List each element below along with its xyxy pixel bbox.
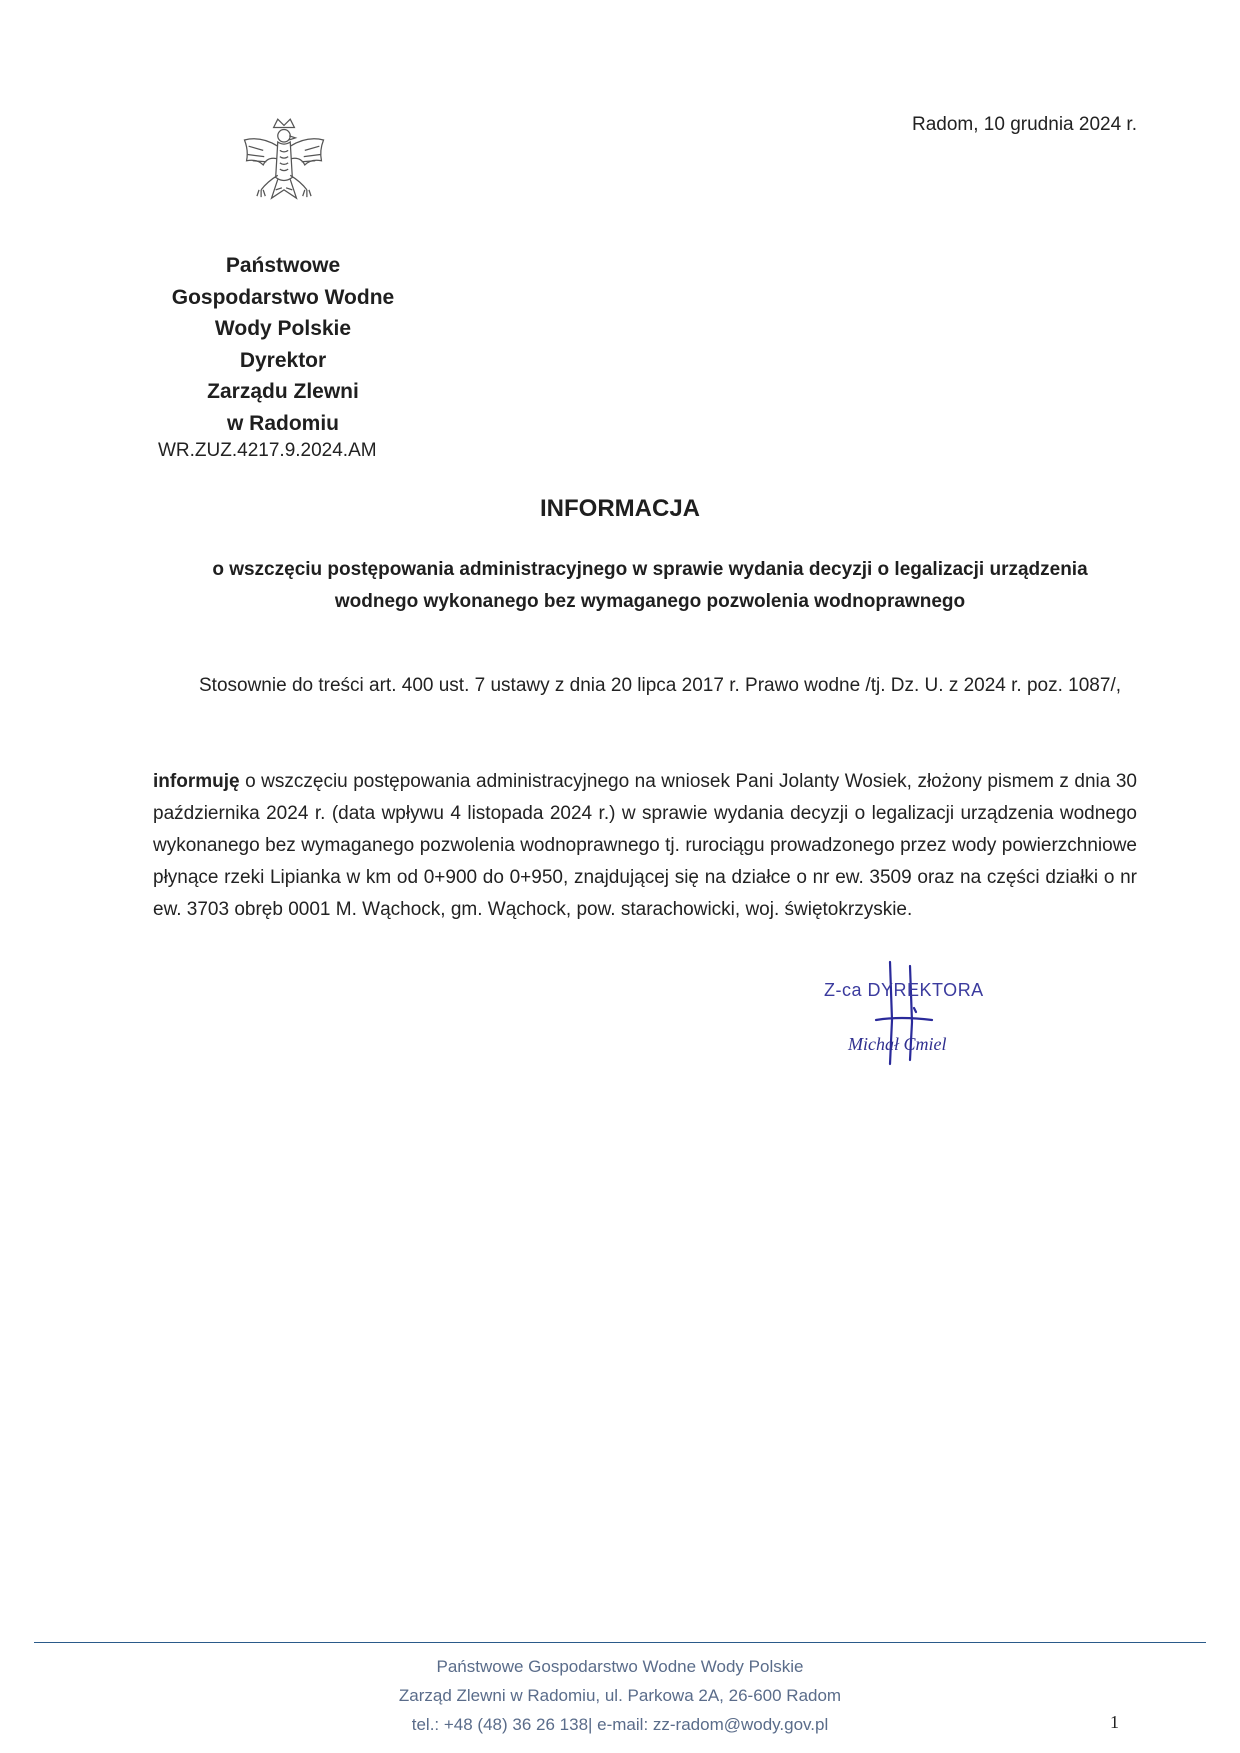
footer-line-org: Państwowe Gospodarstwo Wodne Wody Polskie [436,1657,804,1676]
footer-line-address: Zarząd Zlewni w Radomiu, ul. Parkowa 2A, 26-600 Radom [398,1686,842,1705]
footer-divider [34,1642,1206,1643]
subject-line: wodnego wykonanego bez wymaganego pozwolenia wodnoprawnego [334,591,966,612]
sender-line: Dyrektor [239,348,327,372]
sender-block [140,250,426,439]
polish-eagle-emblem-icon [232,115,336,219]
signature-role: Z-ca DYREKTORA [824,980,984,1000]
document-title: INFORMACJA [540,495,700,522]
footer [0,1652,1240,1739]
paragraph-body: o wszczęciu postępowania administracyjnego na wniosek Pani Jolanty Wosiek, złożony pismem z dnia 30 października 2024 r. (data wpływu 4 listopada 2024 r.) w sprawie wydania decyzji o legalizacji urządzenia wodnego wykonanego bez wymaganego pozwolenia wodnoprawnego tj. rurociągu prowadzonego przez wody powierzchniowe płynące rzeki Lipianka w km od 0+900 do 0+950, znajdującej się na działce o nr ew. 3509 oraz na części działki o nr ew. 3703 obręb 0001 M. Wąchock, gm. Wąchock, pow. starachowicki, woj. świętokrzyskie. [153,771,1137,920]
subject-line: o wszczęciu postępowania administracyjnego w sprawie wydania decyzji o legalizacji urządzenia [212,559,1088,580]
sender-line: w Radomiu [226,411,339,435]
footer-line-contact: tel.: +48 (48) 36 26 138| e-mail: zz-radom@wody.gov.pl [411,1715,829,1734]
sender-line: Państwowe [225,254,341,277]
page-number: 1 [1110,1712,1119,1732]
paragraph-lead-word: informuję [153,771,240,792]
document-subject [180,554,1120,618]
document-date: Radom, 10 grudnia 2024 r. [912,114,1137,135]
sender-line: Wody Polskie [214,317,352,340]
paragraph-legal-basis: Stosownie do treści art. 400 ust. 7 ustawy z dnia 20 lipca 2017 r. Prawo wodne /tj. Dz. U. z 2024 r. poz. 1087/, [199,675,1122,696]
reference-number: WR.ZUZ.4217.9.2024.AM [158,440,377,461]
paragraph-information [153,766,1137,926]
sender-line: Zarządu Zlewni [207,380,359,403]
signature-name: Michał Cmiel [848,1034,947,1054]
sender-line: Gospodarstwo Wodne [171,285,395,309]
